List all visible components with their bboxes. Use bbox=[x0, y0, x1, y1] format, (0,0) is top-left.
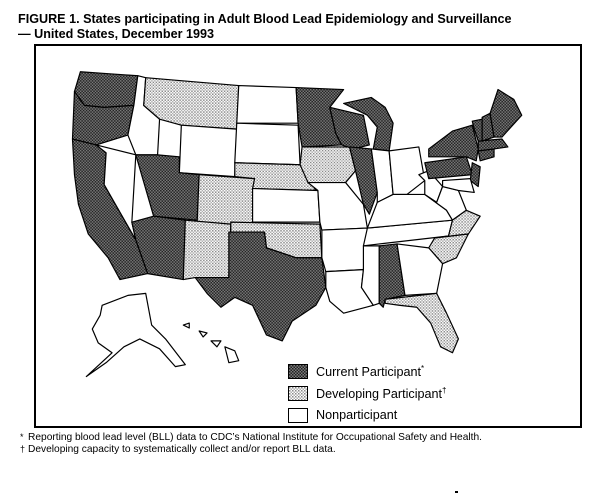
current-participant-swatch bbox=[288, 364, 308, 379]
legend-item-nonparticipant bbox=[288, 404, 528, 426]
legend-mark-current: * bbox=[421, 363, 425, 373]
map-legend bbox=[288, 360, 528, 426]
figure-title-line-2: — United States, December 1993 bbox=[18, 27, 214, 41]
state-wa bbox=[74, 72, 137, 108]
legend-label-nonparticipant: Nonparticipant bbox=[316, 408, 398, 422]
footnote-1 bbox=[20, 432, 585, 444]
state-oh bbox=[389, 147, 425, 195]
legend-label-developing: Developing Participant bbox=[316, 386, 443, 401]
legend-item-current bbox=[288, 360, 528, 382]
state-ar bbox=[322, 228, 368, 272]
page-mark bbox=[455, 491, 458, 493]
footnote-1-mark: * bbox=[20, 432, 24, 442]
footnote-2-mark: † bbox=[20, 443, 26, 454]
state-nd bbox=[237, 86, 298, 124]
state-wy bbox=[179, 125, 236, 176]
state-ks bbox=[253, 189, 320, 223]
state-sd bbox=[235, 123, 300, 165]
state-co bbox=[197, 175, 254, 226]
legend-mark-developing: † bbox=[442, 385, 447, 395]
legend-label-current: Current Participant bbox=[316, 364, 421, 379]
footnote-2 bbox=[20, 444, 585, 456]
figure-title bbox=[18, 12, 588, 42]
nonparticipant-swatch bbox=[288, 408, 308, 423]
legend-item-developing bbox=[288, 382, 528, 404]
footnotes bbox=[20, 432, 585, 455]
state-ny bbox=[429, 125, 478, 161]
state-fl bbox=[385, 293, 458, 352]
footnote-2-text: Developing capacity to systematically collect and/or report BLL data. bbox=[28, 443, 336, 455]
state-me bbox=[490, 90, 522, 137]
state-ak bbox=[86, 293, 185, 376]
map-frame bbox=[34, 44, 582, 428]
state-ia bbox=[300, 147, 355, 183]
footnote-1-text: Reporting blood lead level (BLL) data to CDC’s National Institute for Occupational Safety and Health. bbox=[28, 432, 482, 443]
state-hi bbox=[183, 323, 238, 363]
state-pa bbox=[425, 157, 473, 179]
developing-participant-swatch bbox=[288, 386, 308, 401]
figure-title-line-1: FIGURE 1. States participating in Adult Blood Lead Epidemiology and Surveillance bbox=[18, 12, 512, 26]
state-nm bbox=[183, 220, 231, 279]
